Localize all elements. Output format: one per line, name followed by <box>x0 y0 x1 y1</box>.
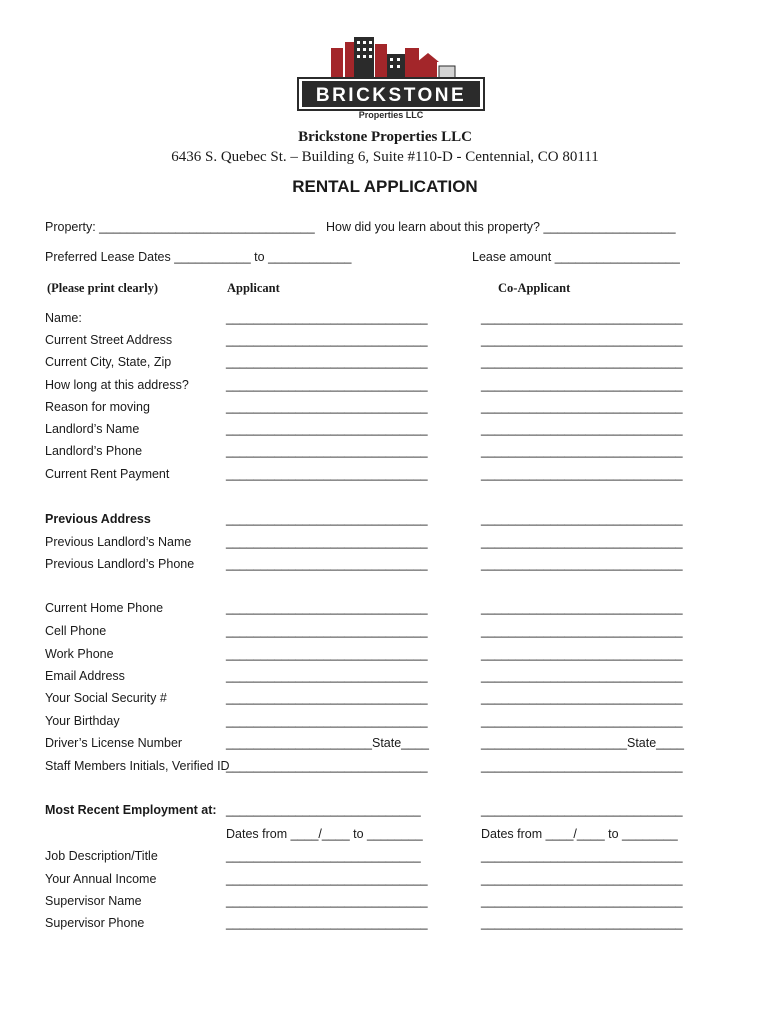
applicant-field[interactable]: _____________________________ <box>226 333 428 347</box>
logo-building <box>419 62 437 78</box>
co-applicant-field[interactable]: _____________________________ <box>481 759 683 773</box>
applicant-field[interactable]: _____________________________ <box>226 647 428 661</box>
applicant-dates-field[interactable]: Dates from ____/____ to ________ <box>226 827 423 841</box>
co-applicant-field[interactable]: _____________________________ <box>481 444 683 458</box>
logo-brand-text: BRICKSTONE <box>315 85 467 106</box>
co-applicant-field[interactable]: _____________________________ <box>481 669 683 683</box>
applicant-field[interactable]: _____________________________ <box>226 601 428 615</box>
learned-about-field[interactable]: How did you learn about this property? ___________________ <box>326 220 676 234</box>
row-label: Your Birthday <box>45 714 120 728</box>
row-label: Landlord’s Phone <box>45 444 143 458</box>
row-label: Current City, State, Zip <box>45 355 172 369</box>
logo-building <box>387 54 405 78</box>
applicant-field[interactable]: _____________________________ <box>226 400 428 414</box>
row-label: Landlord’s Name <box>45 422 140 436</box>
row-label: Your Social Security # <box>45 691 167 705</box>
row-label: Job Description/Title <box>45 849 158 863</box>
lease-amount-field[interactable]: Lease amount __________________ <box>472 250 680 264</box>
co-applicant-field[interactable]: _____________________State____ <box>481 736 684 750</box>
applicant-field[interactable]: _____________________________ <box>226 624 428 638</box>
co-applicant-field[interactable]: _____________________________ <box>481 849 683 863</box>
row-label: Email Address <box>45 669 125 683</box>
row-label: Staff Members Initials, Verified ID <box>45 759 230 773</box>
co-applicant-field[interactable]: _____________________________ <box>481 601 683 615</box>
print-clearly-note: (Please print clearly) <box>47 281 159 295</box>
applicant-field[interactable]: _____________________________ <box>226 691 428 705</box>
co-applicant-field[interactable]: _____________________________ <box>481 557 683 571</box>
co-applicant-field[interactable]: _____________________________ <box>481 872 683 886</box>
row-label: Previous Landlord’s Phone <box>45 557 195 571</box>
section-label-previous-address: Previous Address <box>45 512 151 526</box>
logo-building <box>331 48 343 78</box>
co-applicant-field[interactable]: _____________________________ <box>481 333 683 347</box>
row-label: Reason for moving <box>45 400 150 414</box>
logo-building <box>405 48 419 78</box>
applicant-field[interactable]: _____________________________ <box>226 714 428 728</box>
applicant-field[interactable]: _____________________________ <box>226 512 428 526</box>
applicant-field[interactable]: _____________________________ <box>226 759 428 773</box>
applicant-field[interactable]: _____________________________ <box>226 916 428 930</box>
co-applicant-field[interactable]: _____________________________ <box>481 355 683 369</box>
co-applicant-dates-field[interactable]: Dates from ____/____ to ________ <box>481 827 678 841</box>
applicant-field[interactable]: ____________________________ <box>226 803 421 817</box>
document-title: RENTAL APPLICATION <box>292 177 478 196</box>
co-applicant-field[interactable]: _____________________________ <box>481 422 683 436</box>
row-label: Current Rent Payment <box>45 467 170 481</box>
applicant-field[interactable]: _____________________________ <box>226 355 428 369</box>
co-applicant-field[interactable]: _____________________________ <box>481 535 683 549</box>
logo-building <box>375 44 387 78</box>
applicant-field[interactable]: _____________________________ <box>226 422 428 436</box>
logo-building <box>439 66 455 78</box>
applicant-column-header: Applicant <box>227 281 280 295</box>
row-label: Current Street Address <box>45 333 173 347</box>
co-applicant-field[interactable]: _____________________________ <box>481 916 683 930</box>
brickstone-logo <box>297 34 485 120</box>
section-label-employment: Most Recent Employment at: <box>45 803 217 817</box>
applicant-field[interactable]: _____________________________ <box>226 894 428 908</box>
logo-sub-text: Properties LLC <box>358 110 424 120</box>
applicant-field[interactable]: _____________________________ <box>226 669 428 683</box>
co-applicant-field[interactable]: _____________________________ <box>481 894 683 908</box>
row-label: Supervisor Name <box>45 894 142 908</box>
applicant-field[interactable]: _____________________________ <box>226 444 428 458</box>
applicant-field[interactable]: ____________________________ <box>226 849 421 863</box>
applicant-field[interactable]: _____________________________ <box>226 378 428 392</box>
property-field[interactable]: Property: _______________________________ <box>45 220 315 234</box>
applicant-field[interactable]: _____________________State____ <box>226 736 429 750</box>
co-applicant-field[interactable]: _____________________________ <box>481 512 683 526</box>
row-label: Current Home Phone <box>45 601 164 615</box>
company-address: 6436 S. Quebec St. – Building 6, Suite #110-D - Centennial, CO 80111 <box>171 149 599 165</box>
lease-dates-field[interactable]: Preferred Lease Dates ___________ to ____________ <box>45 250 352 264</box>
co-applicant-field[interactable]: _____________________________ <box>481 400 683 414</box>
row-label: Cell Phone <box>45 624 107 638</box>
applicant-field[interactable]: _____________________________ <box>226 535 428 549</box>
applicant-field[interactable]: _____________________________ <box>226 872 428 886</box>
co-applicant-field[interactable]: _____________________________ <box>481 691 683 705</box>
row-label: Supervisor Phone <box>45 916 145 930</box>
co-applicant-column-header: Co-Applicant <box>498 281 571 295</box>
applicant-field[interactable]: _____________________________ <box>226 467 428 481</box>
row-label: Driver’s License Number <box>45 736 183 750</box>
applicant-field[interactable]: _____________________________ <box>226 311 428 325</box>
co-applicant-field[interactable]: _____________________________ <box>481 714 683 728</box>
co-applicant-field[interactable]: _____________________________ <box>481 311 683 325</box>
row-label: Previous Landlord’s Name <box>45 535 192 549</box>
row-label: How long at this address? <box>45 378 189 392</box>
co-applicant-field[interactable]: _____________________________ <box>481 803 683 817</box>
co-applicant-field[interactable]: _____________________________ <box>481 624 683 638</box>
row-label: Your Annual Income <box>45 872 157 886</box>
co-applicant-field[interactable]: _____________________________ <box>481 467 683 481</box>
logo-roof <box>417 53 439 62</box>
co-applicant-field[interactable]: _____________________________ <box>481 647 683 661</box>
row-label: Name: <box>45 311 82 325</box>
row-label: Work Phone <box>45 647 114 661</box>
applicant-field[interactable]: _____________________________ <box>226 557 428 571</box>
company-name: Brickstone Properties LLC <box>298 129 472 145</box>
co-applicant-field[interactable]: _____________________________ <box>481 378 683 392</box>
